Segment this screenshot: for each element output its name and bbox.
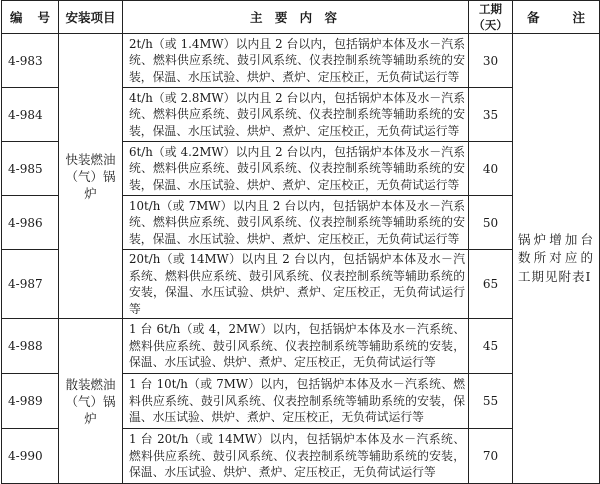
row-code: 4-984 xyxy=(2,88,59,142)
table-row xyxy=(2,34,600,88)
header-days: 工期（天） xyxy=(469,1,513,34)
header-code-char-1: 编 xyxy=(10,10,23,25)
header-code-char-2: 号 xyxy=(37,10,50,25)
row-days: 40 xyxy=(469,142,513,196)
row-content: 6t/h（或 4.2MW）以内且 2 台以内，包括锅炉本体及水－汽系统、燃料供应系统、鼓引风系统、仪表控制系统等辅助系统的安装，保温、水压试验、烘炉、煮炉、定压校正，无负荷试运行等 xyxy=(123,142,469,196)
row-days: 55 xyxy=(469,374,513,429)
row-days: 70 xyxy=(469,429,513,484)
header-row xyxy=(2,1,600,34)
header-note-char-1: 备 xyxy=(527,10,540,25)
row-code: 4-987 xyxy=(2,250,59,319)
header-note xyxy=(513,1,600,34)
row-code: 4-983 xyxy=(2,34,59,88)
row-content: 1 台 20t/h（或 14MW）以内，包括锅炉本体及水－汽系统、燃料供应系统、鼓引风系统、仪表控制系统等辅助系统的安装，保温、水压试验、烘炉、煮炉、定压校正，无负荷试运行等 xyxy=(123,429,469,484)
row-content: 1 台 6t/h（或 4，2MW）以内，包括锅炉本体及水－汽系统、燃料供应系统、鼓引风系统、仪表控制系统等辅助系统的安装，保温、水压试验、烘炉、煮炉、定压校正，无负荷试运行等 xyxy=(123,319,469,374)
note-cell: 锅炉增加台数所对应的工期见附表Ⅰ xyxy=(513,34,600,484)
row-days: 50 xyxy=(469,196,513,250)
header-code xyxy=(2,1,59,34)
row-content: 10t/h（或 7MW）以内且 2 台以内，包括锅炉本体及水－汽系统、燃料供应系统、鼓引风系统、仪表控制系统等辅助系统的安装，保温、水压试验、烘炉、煮炉、定压校正，无负荷试运行等 xyxy=(123,196,469,250)
row-days: 45 xyxy=(469,319,513,374)
row-code: 4-990 xyxy=(2,429,59,484)
row-code: 4-985 xyxy=(2,142,59,196)
row-content: 2t/h（或 1.4MW）以内且 2 台以内，包括锅炉本体及水－汽系统、燃料供应系统、鼓引风系统、仪表控制系统等辅助系统的安装，保温、水压试验、烘炉、煮炉、定压校正，无负荷试运行等 xyxy=(123,34,469,88)
group-bulk-boiler: 散装燃油（气）锅炉 xyxy=(59,319,123,484)
row-days: 30 xyxy=(469,34,513,88)
header-main-content: 主 要 内 容 xyxy=(123,1,469,34)
group-oil-boiler: 快装燃油（气）锅炉 xyxy=(59,34,123,319)
row-code: 4-986 xyxy=(2,196,59,250)
construction-period-table xyxy=(1,0,600,484)
row-content: 4t/h（或 2.8MW）以内且 2 台以内，包括锅炉本体及水－汽系统、燃料供应系统、鼓引风系统、仪表控制系统等辅助系统的安装，保温、水压试验、烘炉、煮炉、定压校正，无负荷试运行等 xyxy=(123,88,469,142)
header-note-char-2: 注 xyxy=(572,10,585,25)
row-content: 1 台 10t/h（或 7MW）以内，包括锅炉本体及水－汽系统、燃料供应系统、鼓引风系统、仪表控制系统等辅助系统的安装，保温、水压试验、烘炉、煮炉、定压校正，无负荷试运行等 xyxy=(123,374,469,429)
row-days: 35 xyxy=(469,88,513,142)
row-content: 20t/h（或 14MW）以内且 2 台以内，包括锅炉本体及水－汽系统、燃料供应系统、鼓引风系统、仪表控制系统等辅助系统的安装，保温、水压试验、烘炉、煮炉、定压校正，无负荷试运行等 xyxy=(123,250,469,319)
table-row xyxy=(2,319,600,374)
header-item: 安装项目 xyxy=(59,1,123,34)
row-days: 65 xyxy=(469,250,513,319)
row-code: 4-989 xyxy=(2,374,59,429)
row-code: 4-988 xyxy=(2,319,59,374)
